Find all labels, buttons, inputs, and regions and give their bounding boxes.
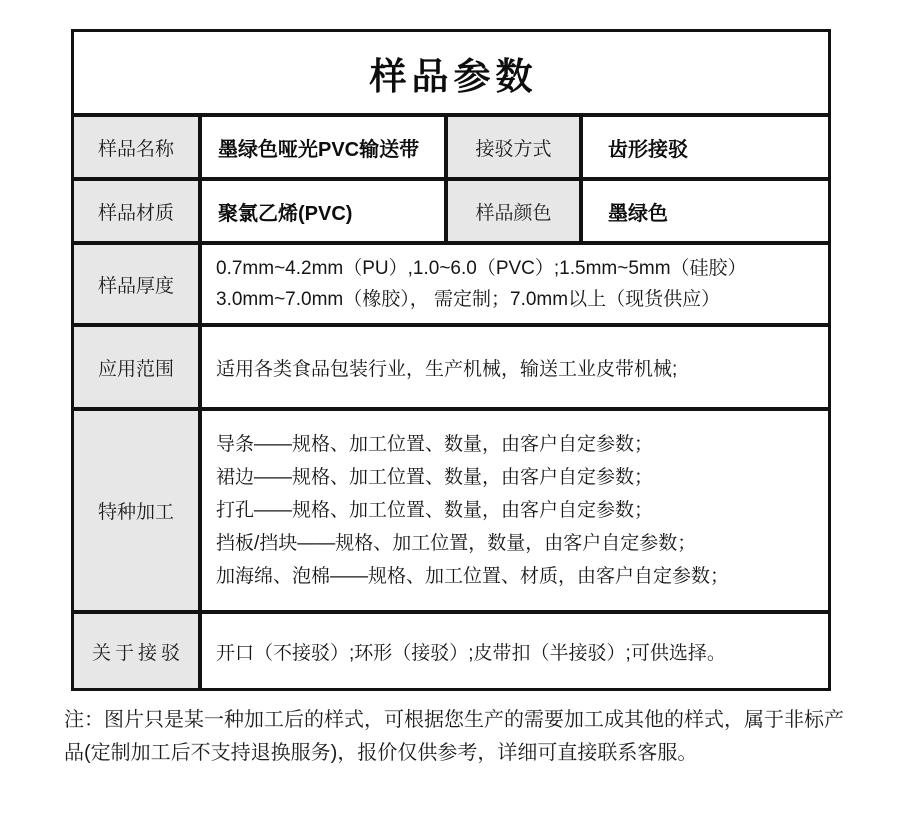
value-joint-method: 齿形接驳 [583,117,828,177]
special-processing-line: 打孔——规格、加工位置、数量，由客户自定参数； [216,500,654,521]
value-special-processing [202,411,828,610]
special-processing-line: 挡板/挡块——规格、加工位置，数量，由客户自定参数； [216,533,697,554]
spec-table [71,29,831,691]
value-application-scope: 适用各类食品包装行业，生产机械，输送工业皮带机械; [202,327,828,407]
page-title: 样品参数 [74,32,828,113]
label-joint-method: 接驳方式 [448,117,579,177]
value-about-joint: 开口（不接驳）;环形（接驳）;皮带扣（半接驳）;可供选择。 [202,614,828,688]
label-application-scope: 应用范围 [74,327,198,407]
label-sample-material: 样品材质 [74,181,198,241]
thickness-line: 0.7mm~4.2mm（PU）,1.0~6.0（PVC）;1.5mm~5mm（硅胶） [216,258,747,279]
label-sample-name: 样品名称 [74,117,198,177]
value-sample-name: 墨绿色哑光PVC输送带 [202,117,444,177]
label-about-joint: 关于接驳 [74,614,198,688]
special-processing-line: 导条——规格、加工位置、数量，由客户自定参数； [216,434,654,455]
value-sample-material: 聚氯乙烯(PVC) [202,181,444,241]
special-processing-line: 裙边——规格、加工位置、数量，由客户自定参数； [216,467,654,488]
label-sample-color: 样品颜色 [448,181,579,241]
footer-note: 注：图片只是某一种加工后的样式，可根据您生产的需要加工成其他的样式，属于非标产品(定制加工后不支持退换服务)，报价仅供参考，详细可直接联系客服。 [64,709,844,764]
value-sample-color: 墨绿色 [583,181,828,241]
thickness-line: 3.0mm~7.0mm（橡胶）， 需定制；7.0mm以上（现货供应） [216,289,721,310]
label-sample-thickness: 样品厚度 [74,245,198,323]
special-processing-line: 加海绵、泡棉——规格、加工位置、材质，由客户自定参数； [216,566,730,587]
value-sample-thickness [202,245,828,323]
label-special-processing: 特种加工 [74,411,198,610]
